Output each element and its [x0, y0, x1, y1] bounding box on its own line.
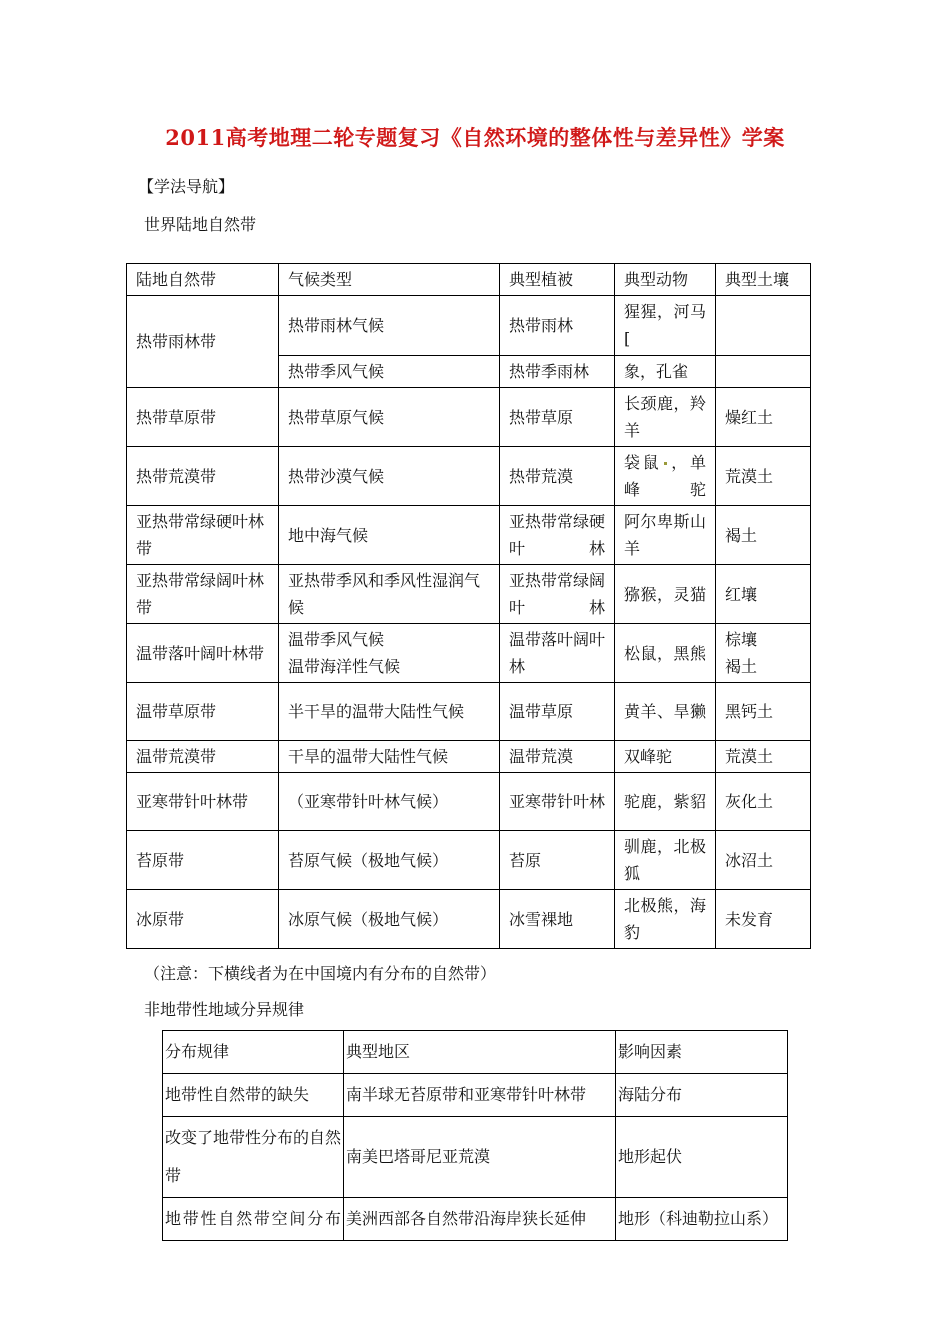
table-row — [163, 1074, 788, 1117]
header-cell: 分布规律 — [163, 1031, 344, 1074]
soil-cell: 褐土 — [716, 506, 811, 565]
climate-cell — [279, 624, 500, 683]
animal-cell: 象，孔雀 — [615, 356, 716, 388]
soil-cell: 灰化土 — [716, 773, 811, 831]
vegetation-cell: 亚热带常绿阔叶林 — [500, 565, 615, 624]
factor-cell: 地形起伏 — [616, 1117, 788, 1198]
climate-cell: 亚热带季风和季风性湿润气候 — [279, 565, 500, 624]
vegetation-cell: 热带季雨林 — [500, 356, 615, 388]
vegetation-cell: 温带落叶阔叶林 — [500, 624, 615, 683]
table-row — [127, 506, 811, 565]
header-cell: 典型植被 — [500, 264, 615, 296]
zone-cell: 热带草原带 — [127, 388, 279, 447]
zone-cell: 温带草原带 — [127, 683, 279, 741]
note-text: （注意：下横线者为在中国境内有分布的自然带） — [144, 964, 497, 983]
animal-cell: 松鼠，黑熊 — [615, 624, 716, 683]
table-row — [163, 1198, 788, 1241]
azonal-differentiation-table — [162, 1030, 788, 1241]
zone-cell: 热带荒漠带 — [127, 447, 279, 506]
vegetation-cell: 温带草原 — [500, 683, 615, 741]
table2-caption: 非地带性地域分异规律 — [144, 1000, 305, 1019]
zone-cell: 亚寒带针叶林带 — [127, 773, 279, 831]
header-cell: 陆地自然带 — [127, 264, 279, 296]
zone-cell: 热带雨林带 — [127, 296, 279, 388]
soil-line: 褐土 — [725, 657, 758, 676]
table-row — [127, 831, 811, 890]
soil-cell: 冰沼土 — [716, 831, 811, 890]
soil-cell: 未发育 — [716, 890, 811, 949]
climate-line: 温带季风气候 — [288, 630, 385, 649]
table-row — [127, 447, 811, 506]
soil-line: 棕壤 — [725, 630, 758, 649]
rule-cell: 地带性自然带的缺失 — [163, 1074, 344, 1117]
table1-caption: 世界陆地自然带 — [144, 215, 257, 234]
vegetation-cell: 亚寒带针叶林 — [500, 773, 615, 831]
table-header-row — [163, 1031, 788, 1074]
zone-cell: 亚热带常绿阔叶林带 — [127, 565, 279, 624]
climate-line: 温带海洋性气候 — [288, 657, 401, 676]
vegetation-cell: 亚热带常绿硬叶林 — [500, 506, 615, 565]
animal-cell: 驼鹿，紫貂 — [615, 773, 716, 831]
climate-cell: 半干旱的温带大陆性气候 — [279, 683, 500, 741]
factor-cell: 地形（科迪勒拉山系） — [616, 1198, 788, 1241]
table-row — [127, 741, 811, 773]
vegetation-cell: 热带雨林 — [500, 296, 615, 356]
table-header-row — [127, 264, 811, 296]
zone-cell: 温带荒漠带 — [127, 741, 279, 773]
table-row — [127, 890, 811, 949]
region-cell: 南半球无苔原带和亚寒带针叶林带 — [344, 1074, 616, 1117]
soil-cell — [716, 624, 811, 683]
header-cell: 典型土壤 — [716, 264, 811, 296]
animal-cell: 猕猴，灵猫 — [615, 565, 716, 624]
zone-cell: 亚热带常绿硬叶林带 — [127, 506, 279, 565]
climate-cell: 干旱的温带大陆性气候 — [279, 741, 500, 773]
zone-cell: 冰原带 — [127, 890, 279, 949]
header-cell: 典型地区 — [344, 1031, 616, 1074]
vegetation-cell: 温带荒漠 — [500, 741, 615, 773]
soil-cell: 燥红土 — [716, 388, 811, 447]
vegetation-cell: 冰雪裸地 — [500, 890, 615, 949]
vegetation-cell: 苔原 — [500, 831, 615, 890]
natural-zones-table — [126, 263, 811, 949]
zone-cell: 温带落叶阔叶林带 — [127, 624, 279, 683]
header-cell: 影响因素 — [616, 1031, 788, 1074]
climate-cell: 苔原气候（极地气候） — [279, 831, 500, 890]
soil-cell: 荒漠土 — [716, 447, 811, 506]
climate-cell: 地中海气候 — [279, 506, 500, 565]
climate-cell: 冰原气候（极地气候） — [279, 890, 500, 949]
animal-cell: 双峰驼 — [615, 741, 716, 773]
animal-cell: 阿尔卑斯山羊 — [615, 506, 716, 565]
animal-cell: 黄羊、旱獭 — [615, 683, 716, 741]
zone-cell: 苔原带 — [127, 831, 279, 890]
table-row — [127, 683, 811, 741]
climate-cell: 热带草原气候 — [279, 388, 500, 447]
animal-cell: 北极熊，海豹 — [615, 890, 716, 949]
soil-cell: 荒漠土 — [716, 741, 811, 773]
soil-cell: 黑钙土 — [716, 683, 811, 741]
section-label: 【学法导航】 — [138, 177, 235, 196]
animal-text: 袋鼠 — [624, 453, 662, 472]
climate-cell: 热带雨林气候 — [279, 296, 500, 356]
soil-cell — [716, 356, 811, 388]
soil-cell — [716, 296, 811, 356]
header-cell: 典型动物 — [615, 264, 716, 296]
table-row — [127, 565, 811, 624]
animal-cell: 长颈鹿，羚羊 — [615, 388, 716, 447]
vegetation-cell: 热带草原 — [500, 388, 615, 447]
table-row — [127, 296, 811, 356]
animal-cell: 猩猩，河马[ — [615, 296, 716, 356]
factor-cell: 海陆分布 — [616, 1074, 788, 1117]
document-title: 2011高考地理二轮专题复习《自然环境的整体性与差异性》学案 — [165, 125, 785, 150]
table-row — [127, 624, 811, 683]
header-cell: 气候类型 — [279, 264, 500, 296]
soil-cell: 红壤 — [716, 565, 811, 624]
climate-cell: 热带季风气候 — [279, 356, 500, 388]
table-row — [127, 388, 811, 447]
rule-cell: 改变了地带性分布的自然带 — [163, 1117, 344, 1198]
climate-cell: 热带沙漠气候 — [279, 447, 500, 506]
animal-cell — [615, 447, 716, 506]
vegetation-cell: 热带荒漠 — [500, 447, 615, 506]
dot-mark — [664, 462, 667, 465]
animal-cell: 驯鹿，北极狐 — [615, 831, 716, 890]
table-row — [127, 773, 811, 831]
rule-cell: 地带性自然带空间分布 — [163, 1198, 344, 1241]
region-cell: 美洲西部各自然带沿海岸狭长延伸 — [344, 1198, 616, 1241]
animal-text: ，单峰驼 — [624, 453, 706, 499]
region-cell: 南美巴塔哥尼亚荒漠 — [344, 1117, 616, 1198]
climate-cell: （亚寒带针叶林气候） — [279, 773, 500, 831]
table-row — [163, 1117, 788, 1198]
